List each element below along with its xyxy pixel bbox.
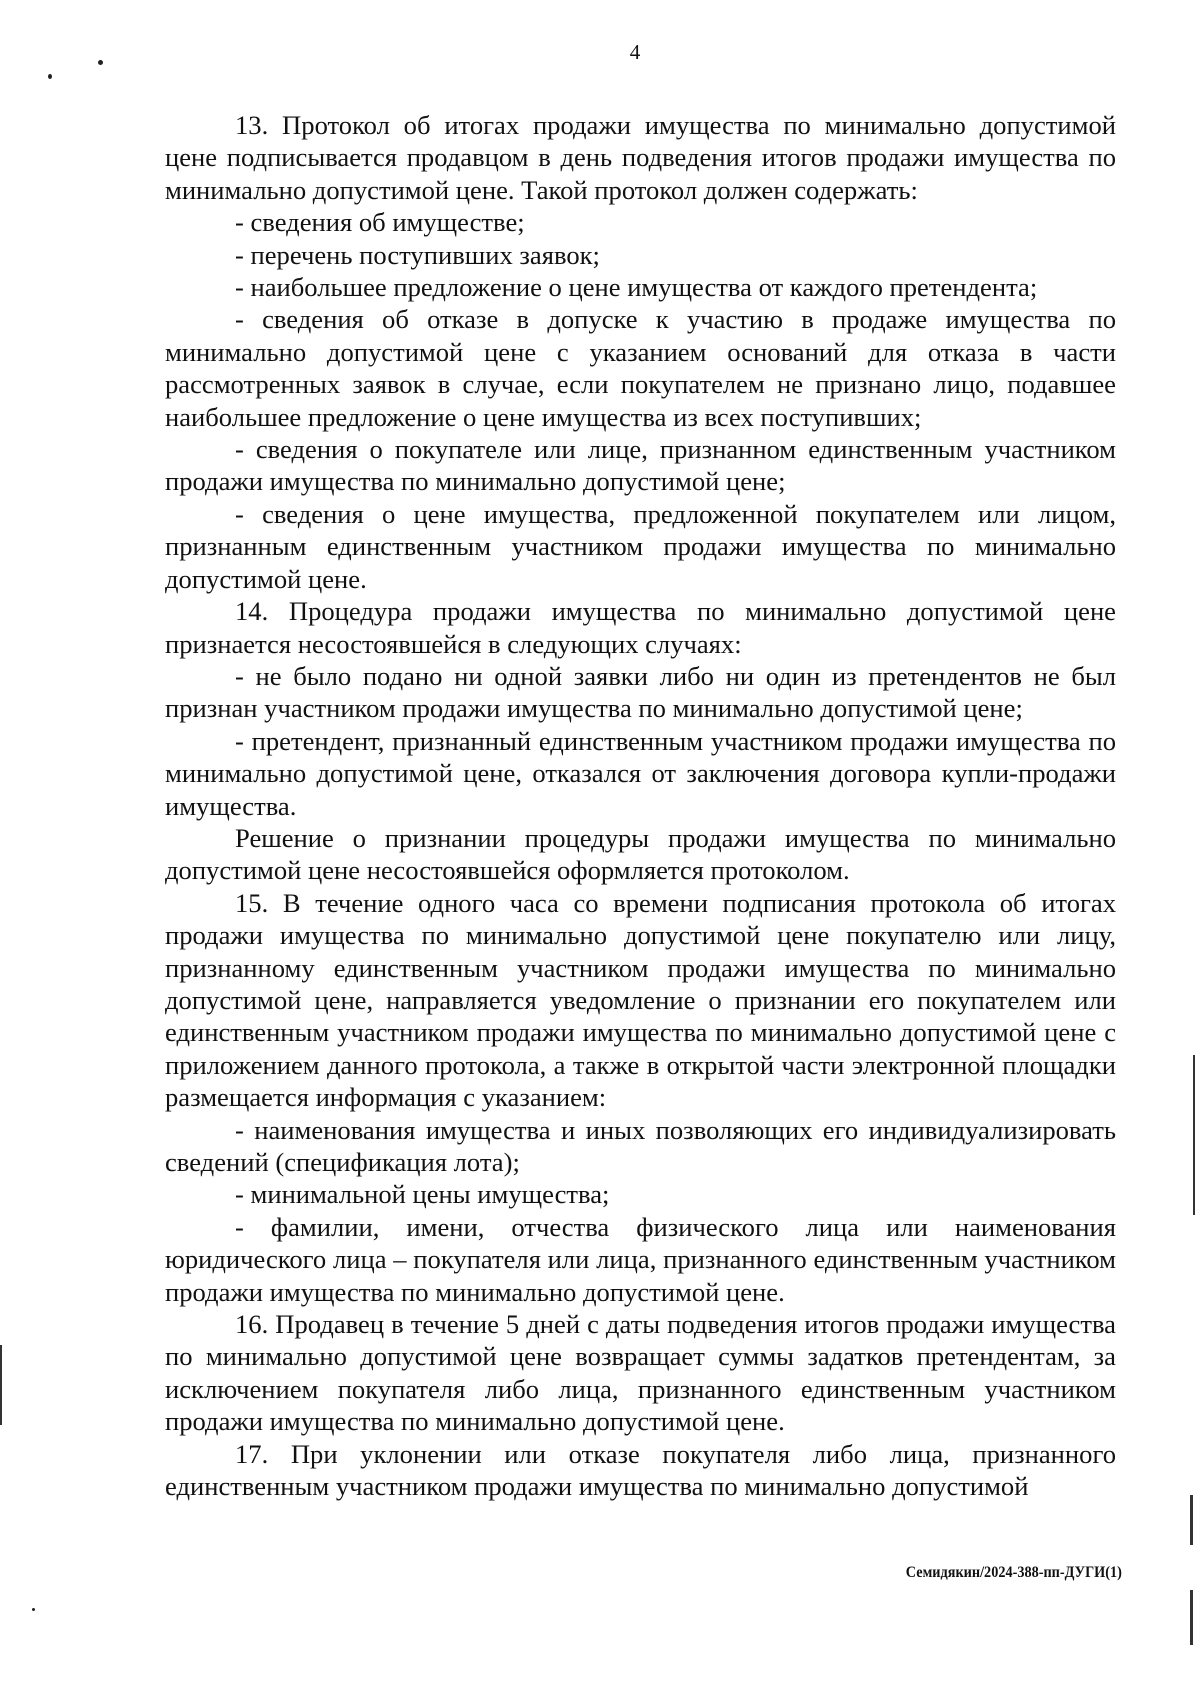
document-code: Семидякин/2024-388-пп-ДУГИ(1)	[905, 1564, 1122, 1581]
list-item-applications-list: - перечень поступивших заявок;	[235, 239, 600, 270]
list-item-buyer-name: - фамилии, имени, отчества физического лица или наименования юридического лица – покупателя или лица, признанного единственным участником продажи имущества по минимально допустимой цене.	[165, 1211, 1116, 1307]
scan-speck	[32, 1608, 35, 1611]
paragraph-13: 13. Протокол об итогах продажи имущества по минимально допустимой цене подписывается продавцом в день подведения итогов продажи имущества по минимально допустимой цене. Такой протокол должен содержать:	[165, 110, 1116, 205]
list-item-admission-refusal: - сведения об отказе в допуске к участию в продаже имущества по минимально допустимой цене с указанием оснований для отказа в части рассмотренных заявок в случае, если покупателем не признано лицо, подавшее наибольшее предложение о цене имущества из всех поступивших;	[165, 304, 1116, 432]
list-item-lot-specification: - наименования имущества и иных позволяющих его индивидуализировать сведений (спецификация лота);	[165, 1114, 1116, 1177]
scan-edge-mark	[1190, 1495, 1193, 1545]
scan-speck	[98, 60, 103, 65]
list-item-contract-refusal: - претендент, признанный единственным участником продажи имущества по минимально допустимой цене, отказался от заключения договора купли-продажи имущества.	[165, 725, 1116, 821]
paragraph-decision: Решение о признании процедуры продажи имущества по минимально допустимой цене несостоявшейся оформляется протоколом.	[165, 822, 1116, 886]
document-body	[165, 109, 1116, 1502]
scan-speck	[48, 74, 52, 79]
paragraph-14: 14. Процедура продажи имущества по минимально допустимой цене признается несостоявшейся в следующих случаях:	[165, 596, 1116, 659]
paragraph-17: 17. При уклонении или отказе покупателя либо лица, признанного единственным участником продажи имущества по минимально допустимой	[165, 1438, 1116, 1502]
scan-edge-mark	[1193, 1055, 1195, 1215]
scan-edge-mark	[1190, 1590, 1193, 1645]
list-item-minimum-price: - минимальной цены имущества;	[235, 1179, 610, 1210]
list-item-highest-offer: - наибольшее предложение о цене имущества от каждого претендента;	[235, 272, 1038, 303]
scan-edge-mark	[0, 1345, 2, 1425]
list-item-no-applications: - не было подано ни одной заявки либо ни один из претендентов не был признан участником продажи имущества по минимально допустимой цене;	[165, 660, 1116, 724]
page-number: 4	[629, 40, 641, 64]
paragraph-16: 16. Продавец в течение 5 дней с даты подведения итогов продажи имущества по минимально допустимой цене возвращает суммы задатков претендентам, за исключением покупателя либо лица, признанного единственным участником продажи имущества по минимально допустимой цене.	[165, 1309, 1116, 1437]
list-item-price-info: - сведения о цене имущества, предложенной покупателем или лицом, признанным единственным участником продажи имущества по минимально допустимой цене.	[165, 498, 1116, 594]
list-item-buyer-info: - сведения о покупателе или лице, признанном единственным участником продажи имущества по минимально допустимой цене;	[165, 434, 1116, 497]
list-item-property-info: - сведения об имуществе;	[235, 207, 525, 238]
paragraph-15: 15. В течение одного часа со времени подписания протокола об итогах продажи имущества по минимально допустимой цене покупателю или лицу, признанному единственным участником продажи имущества по минимально допустимой цене, направляется уведомление о признании его покупателем или единственным участником продажи имущества по минимально допустимой цене с приложением данного протокола, а также в открытой части электронной площадки размещается информация с указанием:	[165, 887, 1116, 1113]
